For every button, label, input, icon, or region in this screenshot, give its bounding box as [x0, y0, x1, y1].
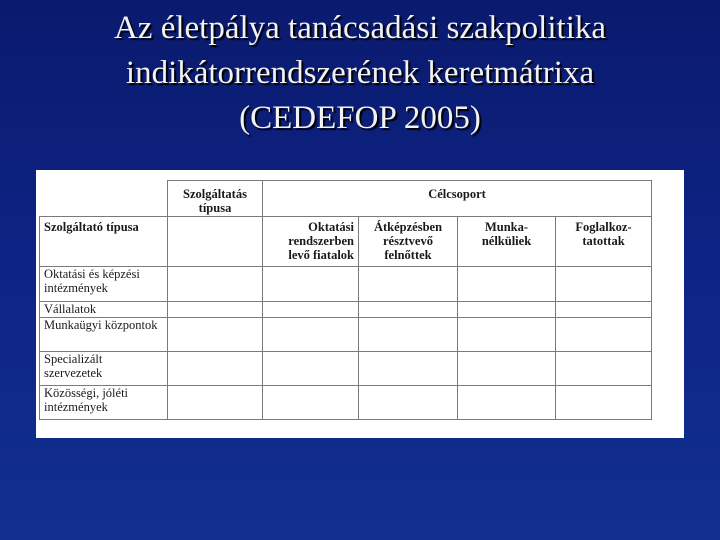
- row-label-employment-centers: Munkaügyi központok: [40, 318, 168, 352]
- column-header-adults-retraining: Átképzésben résztvevő felnőttek: [359, 217, 458, 267]
- column-header-young-in-education: Oktatási rendszerben levő fiatalok: [263, 217, 359, 267]
- row-label-companies: Vállalatok: [40, 302, 168, 318]
- table-row: [40, 302, 652, 318]
- slide-title: [0, 6, 720, 141]
- header-row-2: [40, 217, 652, 267]
- table-row: [40, 352, 652, 386]
- row-label-community-welfare-institutions: Közösségi, jóléti intézmények: [40, 386, 168, 420]
- provider-type-header: Szolgáltató típusa: [40, 217, 168, 267]
- target-group-header: Célcsoport: [263, 181, 652, 217]
- row-label-specialized-organizations: Specializált szervezetek: [40, 352, 168, 386]
- title-line-2: indikátorrendszerének keretmátrixa: [125, 55, 595, 91]
- title-line-3: (CEDEFOP 2005): [239, 100, 481, 136]
- row-label-education-institutions: Oktatási és képzési intézmények: [40, 267, 168, 302]
- table-row: [40, 318, 652, 352]
- header-row-1: [40, 181, 652, 217]
- title-line-1: Az életpálya tanácsadási szakpolitika: [113, 10, 607, 46]
- column-header-unemployed: Munka-nélküliek: [458, 217, 556, 267]
- table-row: [40, 386, 652, 420]
- column-header-employed: Foglalkoz-tatottak: [556, 217, 652, 267]
- table-row: [40, 267, 652, 302]
- matrix-table-image: [36, 170, 684, 438]
- framework-matrix-table: [39, 180, 652, 420]
- service-type-header: Szolgáltatás típusa: [168, 181, 263, 217]
